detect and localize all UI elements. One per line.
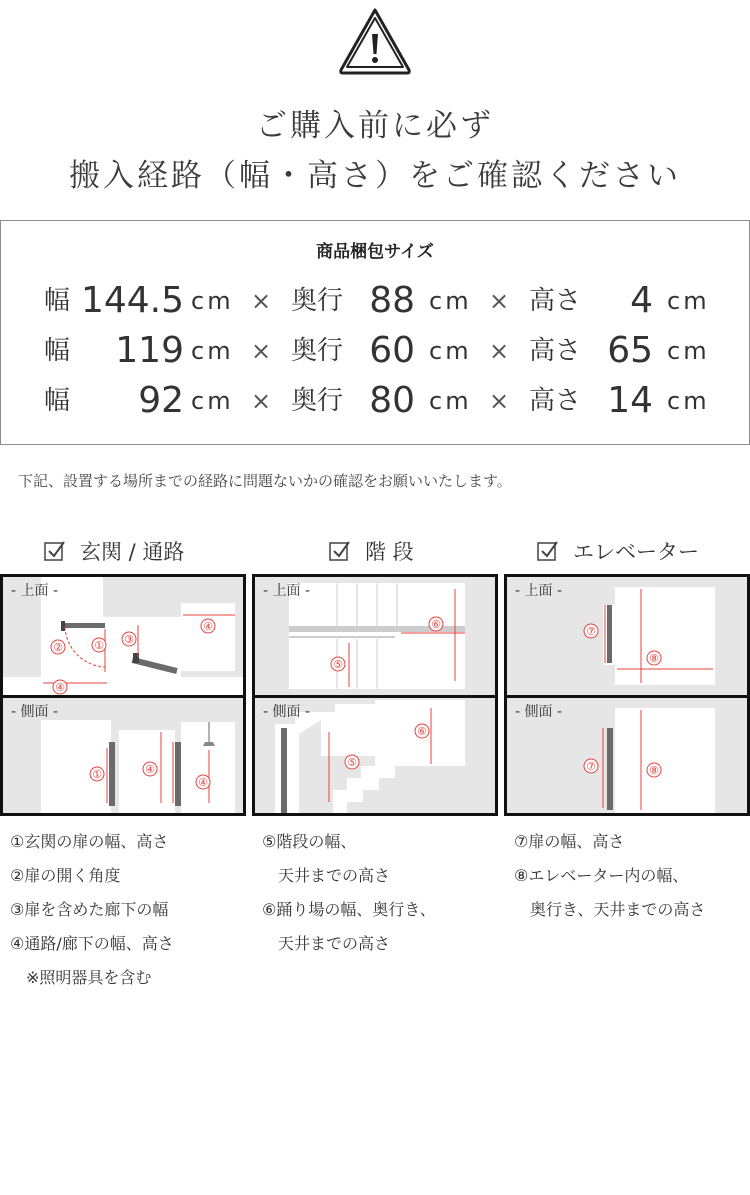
checkbox-check-icon [537,540,559,562]
checkbox-check-icon [44,540,66,562]
unit-label: cm [191,287,234,315]
unit-label: cm [191,387,234,415]
elevator-side-diagram [504,695,750,816]
category-entrance [44,536,184,566]
unit-label: cm [667,387,710,415]
width-label: 幅 [44,286,71,316]
depth-label: 奥行 [291,336,344,366]
marker-6: ⑥ [417,725,427,738]
unit-label: cm [429,387,472,415]
marker-8: ⑧ [649,652,659,665]
category-elevator-label: エレベーター [573,540,699,564]
unit-label: cm [429,337,472,365]
panel-label-side: - 側面 - [263,704,311,720]
legend-item: 奥行き、天井までの高さ [514,900,706,919]
marker-8: ⑧ [649,764,659,777]
package-size-box [0,220,750,445]
size-row-3 [1,379,749,423]
height-value: 4 [630,280,653,321]
entrance-side-diagram [0,695,246,816]
unit-label: cm [667,287,710,315]
legend-item: ※照明器具を含む [10,968,152,987]
marker-6: ⑥ [431,618,441,631]
legend-entrance [10,825,174,995]
marker-3: ③ [124,633,134,646]
headline-line-2: 搬入経路（幅・高さ）をご確認ください [69,158,681,194]
category-entrance-label: 玄関 / 通路 [80,540,185,564]
width-value: 119 [115,330,184,371]
route-check-note: 下記、設置する場所までの経路に問題ないかの確認をお願いいたします。 [18,472,512,490]
marker-4: ④ [145,763,155,776]
depth-value: 60 [369,330,415,371]
stairs-top-diagram [252,574,498,698]
legend-item: ⑤階段の幅、 [262,832,357,851]
width-value: 144.5 [80,280,184,321]
headline-line-1: ご購入前に必ず [256,108,494,144]
unit-label: cm [191,337,234,365]
height-value: 65 [607,330,653,371]
legend-stairs [262,825,436,961]
panel-label-top: - 上面 - [515,583,563,599]
marker-5: ⑤ [347,756,357,769]
legend-item: 天井までの高さ [262,934,391,953]
times-sign: × [489,337,510,365]
width-label: 幅 [44,336,71,366]
marker-1: ① [94,639,104,652]
size-row-1 [1,279,749,323]
marker-5: ⑤ [333,658,343,671]
legend-item: ④通路/廊下の幅、高さ [10,934,174,953]
times-sign: × [251,287,272,315]
entrance-top-diagram [0,574,246,698]
depth-value: 80 [369,380,415,421]
legend-item: ⑥踊り場の幅、奥行き、 [262,900,436,919]
panel-label-top: - 上面 - [263,583,311,599]
category-stairs [329,536,414,566]
panel-label-top: - 上面 - [11,583,59,599]
depth-label: 奥行 [291,286,344,316]
warning-triangle-icon [338,6,412,76]
legend-item: ③扉を含めた廊下の幅 [10,900,169,919]
size-row-2 [1,329,749,373]
depth-label: 奥行 [291,386,344,416]
legend-item: ①玄関の扉の幅、高さ [10,832,169,851]
unit-label: cm [429,287,472,315]
times-sign: × [489,287,510,315]
marker-4: ④ [198,776,208,789]
legend-item: 天井までの高さ [262,866,391,885]
times-sign: × [251,387,272,415]
category-stairs-label: 階 段 [365,540,414,564]
panel-label-side: - 側面 - [11,704,59,720]
legend-item: ⑦扉の幅、高さ [514,832,625,851]
marker-1: ① [92,768,102,781]
width-label: 幅 [44,386,71,416]
package-size-title: 商品梱包サイズ [316,242,434,262]
marker-2: ② [53,641,63,654]
marker-7: ⑦ [586,760,596,773]
marker-7: ⑦ [586,625,596,638]
depth-value: 88 [369,280,415,321]
elevator-top-diagram [504,574,750,698]
marker-4: ④ [55,681,65,694]
marker-4: ④ [203,620,213,633]
stairs-side-diagram [252,695,498,816]
times-sign: × [489,387,510,415]
legend-elevator [514,825,705,927]
legend-item: ⑧エレベーター内の幅、 [514,866,689,885]
height-label: 高さ [529,286,582,316]
unit-label: cm [667,337,710,365]
height-value: 14 [607,380,653,421]
category-elevator [537,536,699,566]
height-label: 高さ [529,336,582,366]
times-sign: × [251,337,272,365]
checkbox-check-icon [329,540,351,562]
height-label: 高さ [529,386,582,416]
panel-label-side: - 側面 - [515,704,563,720]
width-value: 92 [138,380,184,421]
legend-item: ②扉の開く角度 [10,866,121,885]
